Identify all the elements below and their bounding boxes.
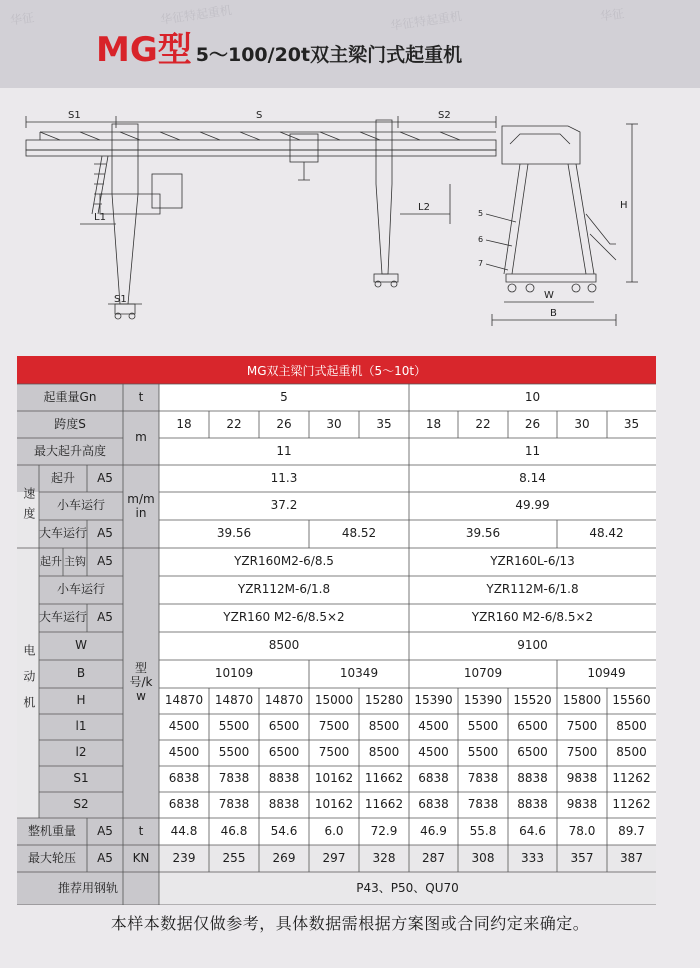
h-cell: 15390 [414, 693, 453, 708]
callout-6: 6 [478, 235, 484, 244]
weight-unit: t [138, 823, 144, 838]
h-cell: 15560 [612, 693, 651, 708]
header-band [0, 0, 700, 88]
weight-cell: 44.8 [170, 823, 198, 838]
model-unit: 型号/kw [129, 661, 153, 703]
h-cell: 15280 [364, 693, 404, 708]
callout-5: 5 [478, 209, 484, 218]
s1-cell: 8838 [517, 771, 548, 786]
l1-cell: 7500 [318, 719, 350, 734]
l1-cell: 4500 [168, 719, 200, 734]
speed-crane-10t-b: 48.42 [589, 526, 624, 541]
wheel-cell: 387 [620, 850, 643, 865]
s1-cell: 9838 [566, 771, 598, 786]
motor-trolley-label: 小车运行 [56, 582, 105, 597]
dim-l2: L2 [418, 202, 430, 213]
b-value: 10949 [587, 666, 626, 681]
l2-cell: 5500 [218, 745, 250, 760]
span-unit: m [135, 430, 147, 445]
dim-sub-s1: S1 [114, 294, 127, 305]
dim-b: B [550, 308, 557, 319]
rail-label: 推荐用钢轨 [57, 880, 118, 895]
l2-cell: 8500 [368, 745, 400, 760]
span-cell: 22 [475, 416, 491, 431]
span-cell: 30 [326, 416, 342, 431]
s1-label: S1 [73, 771, 89, 786]
h-cell: 15800 [562, 693, 602, 708]
l2-cell: 5500 [467, 745, 499, 760]
footer-note: 本样本数据仅做参考，具体数据需根据方案图或合同约定来确定。 [110, 914, 590, 933]
speed-trolley-10t: 49.99 [515, 498, 550, 513]
speed-crane-10t-a: 39.56 [465, 526, 501, 541]
speed-crane-duty: A5 [97, 526, 113, 541]
motor-trolley-10t: YZR112M-6/1.8 [486, 582, 579, 597]
l1-cell: 5500 [218, 719, 250, 734]
weight-cell: 72.9 [370, 823, 398, 838]
l1-cell: 6500 [268, 719, 300, 734]
h-label: H [76, 693, 86, 708]
span-cell: 30 [574, 416, 590, 431]
weight-cell: 55.8 [469, 823, 497, 838]
s2-cell: 6838 [418, 797, 449, 812]
b-value: 10709 [463, 666, 503, 681]
s2-cell: 10162 [314, 797, 354, 812]
weight-cell: 46.9 [420, 823, 447, 838]
dim-w: W [544, 290, 554, 301]
span-label: 跨度S [54, 416, 86, 431]
h-cell: 15000 [314, 693, 354, 708]
wheel-duty: A5 [97, 850, 113, 865]
l1-label-text: l1 [75, 719, 87, 734]
s2-cell: 11662 [364, 797, 404, 812]
motor-hoist-5t: YZR160M2-6/8.5 [234, 554, 334, 569]
l2-cell: 4500 [168, 745, 200, 760]
span-cell: 35 [623, 416, 640, 431]
l1-cell: 8500 [616, 719, 647, 734]
motor-crane-10t: YZR160 M2-6/8.5×2 [471, 610, 594, 625]
motor-group-text: 电动机 [21, 644, 36, 722]
lift-height-5t: 11 [276, 443, 292, 458]
b-value: 10349 [339, 666, 379, 681]
s2-cell: 9838 [566, 797, 598, 812]
wheel-cell: 308 [471, 850, 495, 865]
h-cell: 15520 [513, 693, 552, 708]
dim-s2: S2 [438, 110, 451, 121]
h-cell: 14870 [264, 693, 304, 708]
wheel-cell: 269 [272, 850, 296, 865]
weight-duty: A5 [97, 823, 113, 838]
s2-cell: 8838 [268, 797, 300, 812]
watermark: 华征 [9, 10, 35, 28]
s1-cell: 7838 [467, 771, 499, 786]
l2-cell: 6500 [517, 745, 548, 760]
capacity-unit: t [138, 389, 144, 404]
lift-height-label: 最大起升高度 [33, 443, 106, 458]
speed-crane-5t-b: 48.52 [341, 526, 377, 541]
b-value: 10109 [214, 666, 254, 681]
wheel-cell: 287 [422, 850, 445, 865]
h-cell: 14870 [214, 693, 254, 708]
l2-cell: 7500 [566, 745, 598, 760]
speed-hoist-duty: A5 [97, 470, 113, 485]
table-grid-lines [17, 356, 656, 905]
l1-cell: 6500 [517, 719, 548, 734]
weight-cell: 64.6 [519, 823, 546, 838]
rail-value: P43、P50、QU70 [356, 880, 459, 895]
wheel-cell: 297 [322, 850, 346, 865]
callout-7: 7 [478, 259, 484, 268]
s2-cell: 7838 [218, 797, 250, 812]
span-cell: 26 [524, 416, 541, 431]
w-5t: 8500 [268, 638, 300, 653]
speed-trolley-label: 小车运行 [56, 498, 105, 513]
h-cell: 15390 [463, 693, 503, 708]
wheel-cell: 357 [570, 850, 594, 865]
s1-cell: 10162 [314, 771, 354, 786]
wheel-cell: 328 [372, 850, 396, 865]
motor-hoist-10t: YZR160L-6/13 [490, 554, 575, 569]
wheel-cell: 255 [222, 850, 246, 865]
speed-hoist-5t: 11.3 [270, 470, 298, 485]
s1-cell: 7838 [218, 771, 250, 786]
span-cell: 35 [376, 416, 392, 431]
s1-cell: 11262 [612, 771, 651, 786]
speed-group-text: 速度 [21, 486, 36, 527]
motor-hoist-label2: 主钩 [64, 554, 86, 568]
span-cell: 18 [425, 416, 442, 431]
s2-cell: 6838 [168, 797, 200, 812]
watermark: 华征特起重机 [159, 3, 233, 27]
dim-s1: S1 [68, 110, 81, 121]
b-label: B [76, 666, 86, 681]
title-model: MG型 [96, 30, 192, 70]
speed-hoist-10t: 8.14 [519, 470, 546, 485]
wheel-label: 最大轮压 [27, 850, 76, 865]
wheel-unit: KN [132, 850, 150, 865]
l2-cell: 7500 [318, 745, 350, 760]
s2-cell: 11262 [612, 797, 651, 812]
s1-cell: 6838 [168, 771, 200, 786]
span-cell: 18 [176, 416, 192, 431]
title-text: 5～100/20t双主梁门式起重机 [195, 44, 463, 66]
weight-cell: 6.0 [324, 823, 344, 838]
span-cell: 22 [226, 416, 242, 431]
page-title [96, 22, 462, 71]
l2-cell: 6500 [268, 745, 300, 760]
span-cell: 26 [276, 416, 292, 431]
capacity-label: 起重量Gn [43, 389, 97, 404]
weight-label: 整机重量 [27, 823, 76, 838]
dim-s: S [256, 110, 263, 121]
l1-cell: 5500 [467, 719, 499, 734]
weight-cell: 89.7 [618, 823, 645, 838]
s2-cell: 8838 [517, 797, 548, 812]
crane-drawing [20, 104, 680, 344]
s1-cell: 8838 [268, 771, 300, 786]
l2-cell: 4500 [418, 745, 449, 760]
s2-label: S2 [73, 797, 89, 812]
l2-label-text: l2 [75, 745, 87, 760]
motor-hoist-label1: 起升 [40, 554, 62, 568]
speed-unit: m/min [127, 491, 155, 520]
capacity-10t: 10 [524, 389, 541, 404]
motor-hoist-duty: A5 [97, 554, 113, 569]
l1-cell: 8500 [368, 719, 400, 734]
wheel-cell: 239 [172, 850, 196, 865]
dim-h: H [620, 200, 628, 211]
s2-cell: 7838 [467, 797, 499, 812]
watermark: 华征 [599, 6, 625, 24]
table-title: MG双主梁门式起重机（5～10t） [17, 356, 656, 384]
motor-crane-duty: A5 [97, 610, 113, 625]
motor-crane-5t: YZR160 M2-6/8.5×2 [223, 610, 345, 625]
l1-cell: 4500 [418, 719, 449, 734]
speed-trolley-5t: 37.2 [270, 498, 298, 513]
motor-crane-label: 大车运行 [39, 610, 88, 625]
watermark: 华征特起重机 [389, 9, 463, 33]
speed-crane-label: 大车运行 [39, 526, 88, 541]
lift-height-10t: 11 [524, 443, 541, 458]
speed-hoist-label: 起升 [50, 470, 75, 485]
weight-cell: 78.0 [568, 823, 596, 838]
l2-cell: 8500 [616, 745, 647, 760]
w-label: W [75, 638, 87, 653]
speed-crane-5t-a: 39.56 [216, 526, 252, 541]
weight-cell: 46.8 [220, 823, 248, 838]
weight-cell: 54.6 [270, 823, 298, 838]
capacity-5t: 5 [280, 389, 288, 404]
motor-trolley-5t: YZR112M-6/1.8 [237, 582, 331, 597]
s1-cell: 11662 [364, 771, 404, 786]
dim-l1: L1 [94, 212, 106, 223]
s1-cell: 6838 [418, 771, 449, 786]
wheel-cell: 333 [521, 850, 544, 865]
w-10t: 9100 [517, 638, 548, 653]
l1-cell: 7500 [566, 719, 598, 734]
h-cell: 14870 [164, 693, 204, 708]
spec-table [17, 356, 656, 905]
